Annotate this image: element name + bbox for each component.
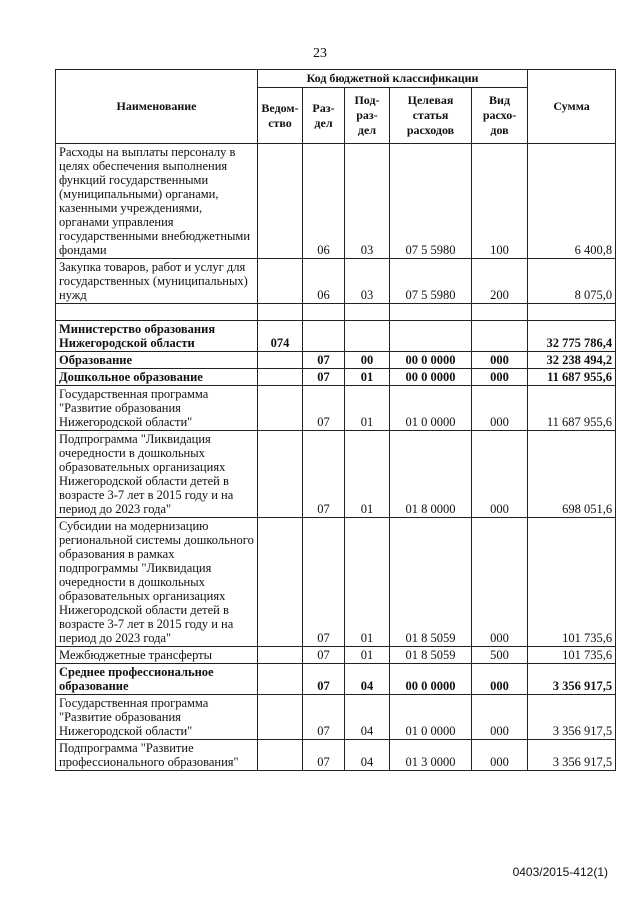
row-expense-type: 000: [472, 431, 528, 518]
row-name: Подпрограмма "Ликвидация очередности в дошкольных образовательных организациях Нижегородской области детей в возрасте 3-7 лет в 2015 году и на период до 2023 года": [56, 431, 258, 518]
row-target-article: 01 8 5059: [390, 647, 472, 664]
row-razdel: 06: [303, 259, 345, 304]
row-expense-type: 000: [472, 695, 528, 740]
document-code: 0403/2015-412(1): [512, 865, 608, 879]
row-podrazdel: [345, 321, 390, 352]
row-expense-type: 000: [472, 518, 528, 647]
row-razdel: [303, 321, 345, 352]
row-target-article: 00 0 0000: [390, 369, 472, 386]
header-name: Наименование: [56, 70, 258, 144]
table-row: [56, 647, 616, 664]
row-podrazdel: 01: [345, 647, 390, 664]
row-target-article: 01 8 5059: [390, 518, 472, 647]
row-razdel: 07: [303, 647, 345, 664]
row-vedomstvo: 074: [258, 321, 303, 352]
row-vedomstvo: [258, 352, 303, 369]
row-target-article: 01 0 0000: [390, 386, 472, 431]
row-expense-type: 000: [472, 369, 528, 386]
row-sum: 8 075,0: [528, 259, 616, 304]
row-expense-type: 100: [472, 144, 528, 259]
header-podrazdel: Под-раз-дел: [345, 88, 390, 144]
row-podrazdel: 03: [345, 144, 390, 259]
table-row: [56, 386, 616, 431]
table-row: [56, 518, 616, 647]
header-vedomstvo: Ведом-ство: [258, 88, 303, 144]
row-razdel: [303, 304, 345, 321]
row-razdel: 07: [303, 664, 345, 695]
row-razdel: 07: [303, 695, 345, 740]
row-name: Образование: [56, 352, 258, 369]
row-target-article: [390, 321, 472, 352]
row-razdel: 07: [303, 740, 345, 771]
row-name: Среднее профессиональное образование: [56, 664, 258, 695]
row-vedomstvo: [258, 695, 303, 740]
row-expense-type: 000: [472, 664, 528, 695]
row-vedomstvo: [258, 386, 303, 431]
row-vedomstvo: [258, 369, 303, 386]
row-vedomstvo: [258, 518, 303, 647]
row-expense-type: [472, 304, 528, 321]
row-podrazdel: [345, 304, 390, 321]
row-target-article: [390, 304, 472, 321]
table-row: [56, 304, 616, 321]
row-target-article: 00 0 0000: [390, 664, 472, 695]
row-expense-type: 200: [472, 259, 528, 304]
row-sum: 3 356 917,5: [528, 740, 616, 771]
row-podrazdel: 01: [345, 386, 390, 431]
table-row: [56, 431, 616, 518]
table-row: [56, 369, 616, 386]
row-vedomstvo: [258, 259, 303, 304]
row-sum: 11 687 955,6: [528, 369, 616, 386]
row-expense-type: 500: [472, 647, 528, 664]
row-vedomstvo: [258, 740, 303, 771]
row-sum: [528, 304, 616, 321]
row-sum: 101 735,6: [528, 647, 616, 664]
row-vedomstvo: [258, 647, 303, 664]
budget-table-body: [56, 144, 616, 771]
row-razdel: 07: [303, 518, 345, 647]
row-razdel: 07: [303, 431, 345, 518]
row-expense-type: 000: [472, 352, 528, 369]
row-target-article: 07 5 5980: [390, 259, 472, 304]
row-podrazdel: 01: [345, 369, 390, 386]
header-code-group: Код бюджетной классификации: [258, 70, 528, 88]
row-vedomstvo: [258, 304, 303, 321]
row-sum: 101 735,6: [528, 518, 616, 647]
header-expense-type: Вид расхо-дов: [472, 88, 528, 144]
row-podrazdel: 01: [345, 431, 390, 518]
row-expense-type: 000: [472, 386, 528, 431]
row-sum: 6 400,8: [528, 144, 616, 259]
row-podrazdel: 04: [345, 664, 390, 695]
row-razdel: 07: [303, 386, 345, 431]
row-target-article: 01 8 0000: [390, 431, 472, 518]
budget-table: [55, 69, 616, 771]
table-row: [56, 144, 616, 259]
row-name: Министерство образования Нижегородской области: [56, 321, 258, 352]
row-name: Закупка товаров, работ и услуг для государственных (муниципальных) нужд: [56, 259, 258, 304]
table-row: [56, 740, 616, 771]
header-sum: Сумма: [528, 70, 616, 144]
row-expense-type: [472, 321, 528, 352]
row-name: Расходы на выплаты персоналу в целях обеспечения выполнения функций государственными (муниципальными) органами, казенными учреждениями, органами управления государственными внебюджетными фондами: [56, 144, 258, 259]
row-razdel: 06: [303, 144, 345, 259]
row-target-article: 01 0 0000: [390, 695, 472, 740]
row-expense-type: 000: [472, 740, 528, 771]
row-name: Дошкольное образование: [56, 369, 258, 386]
row-target-article: 01 3 0000: [390, 740, 472, 771]
row-name: Государственная программа "Развитие образования Нижегородской области": [56, 695, 258, 740]
row-name: Субсидии на модернизацию региональной системы дошкольного образования в рамках подпрограммы "Ликвидация очередности в дошкольных образовательных организациях Нижегородской области детей в возрасте 3-7 лет в 2015 году и на период до 2023 года": [56, 518, 258, 647]
row-podrazdel: 04: [345, 695, 390, 740]
table-row: [56, 321, 616, 352]
table-row: [56, 352, 616, 369]
row-sum: 698 051,6: [528, 431, 616, 518]
row-vedomstvo: [258, 144, 303, 259]
row-sum: 32 238 494,2: [528, 352, 616, 369]
header-target-article: Целевая статья расходов: [390, 88, 472, 144]
row-podrazdel: 01: [345, 518, 390, 647]
row-name: Подпрограмма "Развитие профессионального образования": [56, 740, 258, 771]
row-sum: 11 687 955,6: [528, 386, 616, 431]
row-podrazdel: 04: [345, 740, 390, 771]
table-row: [56, 259, 616, 304]
row-sum: 3 356 917,5: [528, 664, 616, 695]
page-number: 23: [313, 46, 327, 61]
row-vedomstvo: [258, 664, 303, 695]
row-vedomstvo: [258, 431, 303, 518]
table-row: [56, 664, 616, 695]
row-razdel: 07: [303, 369, 345, 386]
row-target-article: 00 0 0000: [390, 352, 472, 369]
row-razdel: 07: [303, 352, 345, 369]
row-podrazdel: 03: [345, 259, 390, 304]
row-name: Государственная программа "Развитие образования Нижегородской области": [56, 386, 258, 431]
row-name: Межбюджетные трансферты: [56, 647, 258, 664]
row-name: [56, 304, 258, 321]
row-sum: 3 356 917,5: [528, 695, 616, 740]
table-row: [56, 695, 616, 740]
row-target-article: 07 5 5980: [390, 144, 472, 259]
row-podrazdel: 00: [345, 352, 390, 369]
header-razdel: Раз-дел: [303, 88, 345, 144]
row-sum: 32 775 786,4: [528, 321, 616, 352]
